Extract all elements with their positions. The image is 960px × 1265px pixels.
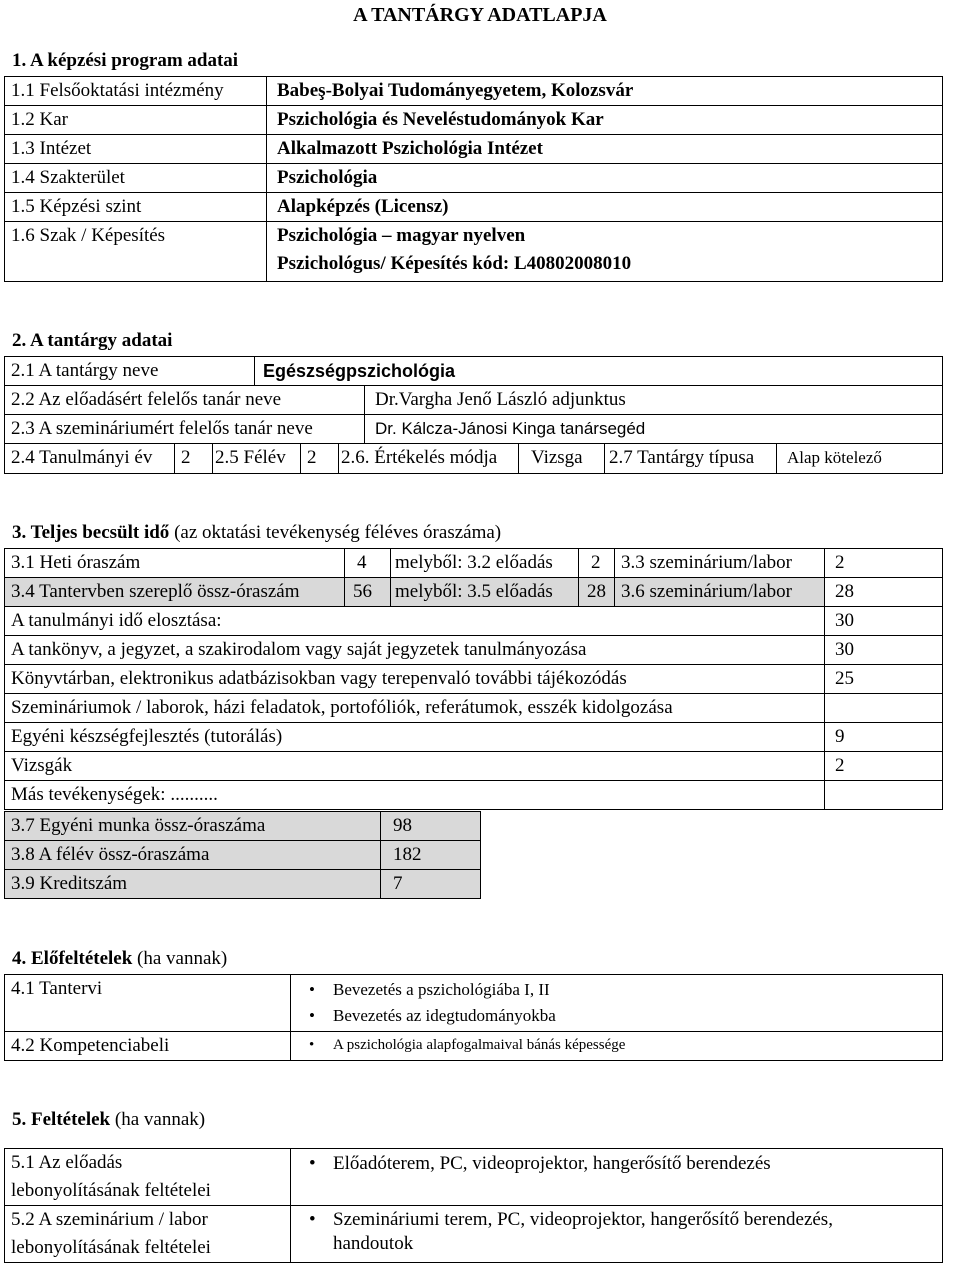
total-hours-label: 3.4 Tantervben szereplő össz-óraszám	[5, 578, 345, 607]
section-4-heading-note: (ha vannak)	[132, 948, 228, 969]
curricular-prereq-label: 4.1 Tantervi	[5, 975, 291, 1032]
weekly-hours-label: 3.1 Heti óraszám	[5, 549, 345, 578]
program-label: 1.1 Felsőoktatási intézmény	[5, 77, 267, 106]
list-item: • Előadóterem, PC, videoprojektor, hangerősítő berendezés	[297, 1151, 942, 1177]
weekly-hours-value: 4	[345, 549, 391, 578]
distribution-value	[825, 781, 943, 810]
document-title: A TANTÁRGY ADATLAPJA	[353, 4, 607, 26]
totals-value: 7	[381, 870, 481, 899]
seminar-hours-value: 2	[825, 549, 943, 578]
subject-name-label: 2.1 A tantárgy neve	[5, 357, 255, 386]
program-value-qualification: Pszichológus/ Képesítés kód: L40802008010	[277, 253, 632, 274]
semester-label: 2.5 Félév	[213, 444, 301, 474]
list-item	[297, 1208, 942, 1256]
seminar-total-value: 28	[825, 578, 943, 607]
distribution-label: Könyvtárban, elektronikus adatbázisokban vagy terepenvaló további tájékozódás	[5, 665, 825, 694]
section-2-heading: 2. A tantárgy adatai	[12, 330, 173, 351]
total-hours-value: 56	[345, 578, 391, 607]
program-data-table	[4, 76, 943, 282]
distribution-value: 9	[825, 723, 943, 752]
seminar-conditions-list	[297, 1208, 942, 1256]
totals-label: 3.8 A félév össz-óraszáma	[5, 841, 381, 870]
lecturer-value: Dr.Vargha Jenő László adjunktus	[365, 386, 943, 415]
evaluation-label: 2.6. Értékelés módja	[339, 444, 519, 474]
lecturer-label: 2.2 Az előadásért felelős tanár neve	[5, 386, 365, 415]
time-distribution-table	[4, 606, 943, 810]
section-5-heading-bold: 5. Feltételek	[12, 1109, 111, 1130]
evaluation-value: Vizsga	[519, 444, 605, 474]
seminar-hours-label: 3.3 szeminárium/labor	[615, 549, 825, 578]
totals-label: 3.9 Kreditszám	[5, 870, 381, 899]
program-label: 1.6 Szak / Képesítés	[5, 222, 267, 282]
subject-type-label: 2.7 Tantárgy típusa	[605, 444, 777, 474]
distribution-label: Szemináriumok / laborok, házi feladatok, portofóliók, referátumok, esszék kidolgozása	[5, 694, 825, 723]
competence-prereq-label: 4.2 Kompetenciabeli	[5, 1032, 291, 1061]
distribution-label: A tankönyv, a jegyzet, a szakirodalom vagy saját jegyzetek tanulmányozása	[5, 636, 825, 665]
subject-name-table	[4, 356, 943, 386]
list-item: • Bevezetés az idegtudományokba	[297, 1003, 942, 1029]
seminar-conditions-label: 5.2 A szeminárium / labor	[11, 1209, 208, 1230]
subject-name-value: Egészségpszichológia	[255, 357, 943, 386]
seminar-conditions-label-2: lebonyolításának feltételei	[11, 1237, 211, 1258]
totals-value: 182	[381, 841, 481, 870]
seminar-leader-label: 2.3 A szemináriumért felelős tanár neve	[5, 415, 365, 444]
section-3-heading	[12, 522, 501, 544]
list-item: • A pszichológia alapfogalmaival bánás képessége	[297, 1032, 942, 1058]
curricular-prereq-list	[297, 977, 942, 1029]
lecture-total-label: melyből: 3.5 előadás	[391, 578, 579, 607]
seminar-leader-value: Dr. Kálcza-Jánosi Kinga tanársegéd	[365, 415, 943, 444]
distribution-value: 25	[825, 665, 943, 694]
program-value: Babeş-Bolyai Tudományegyetem, Kolozsvár	[267, 77, 943, 106]
distribution-value: 2	[825, 752, 943, 781]
list-item: • Bevezetés a pszichológiába I, II	[297, 977, 942, 1003]
seminar-total-label: 3.6 szeminárium/labor	[615, 578, 825, 607]
section-5-heading-note: (ha vannak)	[110, 1109, 206, 1130]
program-value: Alapképzés (Licensz)	[267, 193, 943, 222]
subject-details-table	[4, 443, 943, 474]
distribution-label: Más tevékenységek: ..........	[5, 781, 825, 810]
lecture-conditions-label: 5.1 Az előadás	[11, 1152, 123, 1173]
distribution-label: Vizsgák	[5, 752, 825, 781]
lecture-hours-label: melyből: 3.2 előadás	[391, 549, 579, 578]
totals-label: 3.7 Egyéni munka össz-óraszáma	[5, 812, 381, 841]
competence-prereq-list	[297, 1032, 942, 1058]
section-3-heading-bold: 3. Teljes becsült idő	[12, 522, 170, 543]
distribution-value: 30	[825, 607, 943, 636]
program-label: 1.4 Szakterület	[5, 164, 267, 193]
year-label: 2.4 Tanulmányi év	[5, 444, 175, 474]
program-value: Pszichológia	[267, 164, 943, 193]
year-value: 2	[175, 444, 213, 474]
distribution-value: 30	[825, 636, 943, 665]
list-item-line: Szemináriumi terem, PC, videoprojektor, hangerősítő berendezés,	[333, 1209, 833, 1230]
section-4-heading-bold: 4. Előfeltételek	[12, 948, 133, 969]
subject-type-value: Alap kötelező	[777, 444, 943, 474]
program-label: 1.2 Kar	[5, 106, 267, 135]
responsible-table	[4, 385, 943, 444]
program-value: Alkalmazott Pszichológia Intézet	[267, 135, 943, 164]
distribution-label: Egyéni készségfejlesztés (tutorálás)	[5, 723, 825, 752]
lecture-hours-value: 2	[579, 549, 615, 578]
semester-value: 2	[301, 444, 339, 474]
totals-table	[4, 811, 481, 899]
list-item-line: handoutok	[333, 1233, 414, 1254]
section-5-heading	[12, 1109, 205, 1131]
distribution-label: A tanulmányi idő elosztása:	[5, 607, 825, 636]
hours-table	[4, 548, 943, 607]
section-4-heading	[12, 948, 227, 970]
prerequisites-table	[4, 974, 943, 1061]
distribution-value	[825, 694, 943, 723]
section-3-heading-note: (az oktatási tevékenység féléves óraszáma)	[169, 522, 502, 543]
totals-value: 98	[381, 812, 481, 841]
conditions-table	[4, 1148, 943, 1263]
program-value: Pszichológia – magyar nyelven	[277, 225, 526, 246]
program-label: 1.3 Intézet	[5, 135, 267, 164]
program-value: Pszichológia és Neveléstudományok Kar	[267, 106, 943, 135]
program-label: 1.5 Képzési szint	[5, 193, 267, 222]
lecture-conditions-list	[297, 1151, 942, 1177]
section-1-heading: 1. A képzési program adatai	[12, 50, 239, 71]
lecture-total-value: 28	[579, 578, 615, 607]
lecture-conditions-label-2: lebonyolításának feltételei	[11, 1180, 211, 1201]
